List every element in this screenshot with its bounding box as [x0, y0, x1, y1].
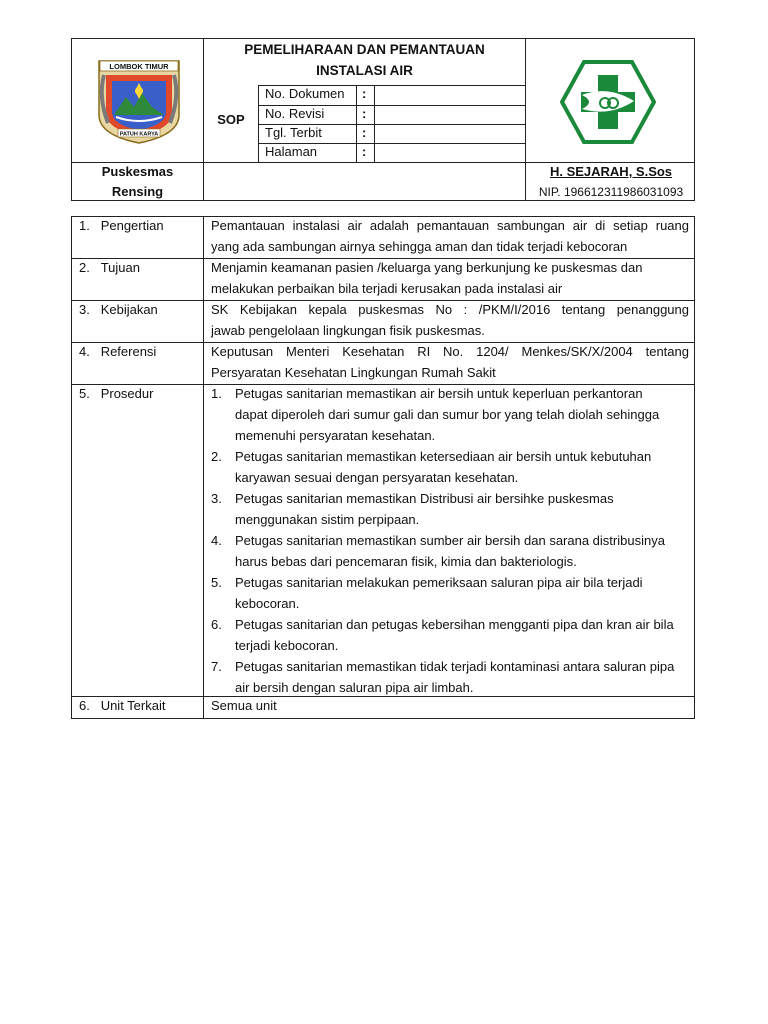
section-content	[211, 341, 689, 383]
procedure-step	[211, 656, 691, 698]
step-number: 3.	[211, 491, 222, 506]
divider	[203, 217, 204, 718]
step-text: Petugas sanitarian memastikan sumber air bersih dan sarana distribusinya harus bebas dari pencemaran fisik, kimia dan bakteriologis.	[235, 533, 665, 569]
doc-field-colon: :	[362, 144, 367, 159]
org-line2: Rensing	[111, 184, 164, 199]
puskesmas-logo	[560, 59, 656, 145]
step-number: 6.	[211, 617, 222, 632]
procedure-step	[211, 383, 691, 446]
signer-block	[526, 162, 696, 202]
section-label: 1. Pengertian	[79, 218, 164, 233]
content-line: Keputusan Menteri Kesehatan RI No. 1204/ Menkes/SK/X/2004 tentang	[211, 344, 689, 359]
doc-field-label: No. Revisi	[265, 106, 325, 121]
section-label: 6. Unit Terkait	[79, 698, 166, 713]
sop-label: SOP	[217, 112, 245, 127]
logo-label: LOMBOK TIMUR	[109, 62, 169, 71]
sop-title	[204, 39, 525, 81]
section-content	[211, 257, 689, 299]
content-line: jawab pengelolaan lingkungan fisik puskesmas.	[211, 323, 485, 338]
step-number: 1.	[211, 386, 222, 401]
step-text: Petugas sanitarian memastikan ketersediaan air bersih untuk kebutuhan karyawan sesuai dengan persyaratan kesehatan.	[235, 449, 652, 485]
content-line: melakukan perbaikan bila terjadi kerusakan pada instalasi air	[211, 281, 563, 296]
section-label: 5. Prosedur	[79, 386, 154, 401]
section-content	[211, 215, 689, 257]
content-line: Semua unit	[211, 698, 277, 713]
organization-name	[72, 162, 203, 202]
section-content	[211, 695, 277, 716]
logo-motto: PATUH KARYA	[119, 131, 159, 138]
procedure-step	[211, 446, 691, 488]
sop-title-line2: INSTALASI AIR	[316, 63, 413, 78]
lombok-timur-logo	[94, 57, 184, 145]
doc-field-colon: :	[362, 86, 367, 101]
content-line: Menjamin keamanan pasien /keluarga yang berkunjung ke puskesmas dan	[211, 260, 643, 275]
procedure-step	[211, 530, 691, 572]
section-label: 2. Tujuan	[79, 260, 140, 275]
procedure-step	[211, 614, 691, 656]
section-label: 4. Referensi	[79, 344, 157, 359]
content-line: yang ada sambungan airnya sehingga aman dan tidak terjadi kebocoran	[211, 239, 628, 254]
signer-name: H. SEJARAH, S.Sos	[549, 164, 673, 179]
step-number: 5.	[211, 575, 222, 590]
step-text: Petugas sanitarian memastikan Distribusi air bersihke puskesmas menggunakan sistim perpipaan.	[235, 491, 614, 527]
doc-field-label: Tgl. Terbit	[265, 125, 322, 140]
content-line: Pemantauan instalasi air adalah pemantauan sambungan air di setiap ruang	[211, 218, 689, 233]
step-text: Petugas sanitarian memastikan tidak terjadi kontaminasi antara saluran pipa air bersih dengan saluran pipa air limbah.	[235, 659, 675, 695]
doc-field-colon: :	[362, 125, 367, 140]
section-content	[211, 299, 689, 341]
section-label: 3. Kebijakan	[79, 302, 158, 317]
sop-title-line1: PEMELIHARAAN DAN PEMANTAUAN	[244, 42, 485, 57]
content-line: Persyaratan Kesehatan Lingkungan Rumah Sakit	[211, 365, 496, 380]
signer-nip: NIP. 196612311986031093	[538, 185, 684, 199]
doc-field-colon: :	[362, 106, 367, 121]
doc-field-label: No. Dokumen	[265, 86, 345, 101]
sop-body-table	[71, 216, 695, 719]
step-text: Petugas sanitarian melakukan pemeriksaan saluran pipa air bila terjadi kebocoran.	[235, 575, 643, 611]
step-text: Petugas sanitarian memastikan air bersih untuk keperluan perkantoran dapat diperoleh dari sumur gali dan sumur bor yang telah diolah sehingga memenuhi persyaratan kesehatan.	[235, 386, 660, 443]
procedure-step	[211, 572, 691, 614]
org-line1: Puskesmas	[101, 164, 174, 179]
step-number: 2.	[211, 449, 222, 464]
sop-header-table	[71, 38, 695, 201]
content-line: SK Kebijakan kepala puskesmas No : /PKM/I/2016 tentang penanggung	[211, 302, 689, 317]
doc-field-label: Halaman	[265, 144, 318, 159]
step-number: 7.	[211, 659, 222, 674]
procedure-step	[211, 488, 691, 530]
step-number: 4.	[211, 533, 222, 548]
step-text: Petugas sanitarian dan petugas kebersihan mengganti pipa dan kran air bila terjadi kebocoran.	[235, 617, 674, 653]
